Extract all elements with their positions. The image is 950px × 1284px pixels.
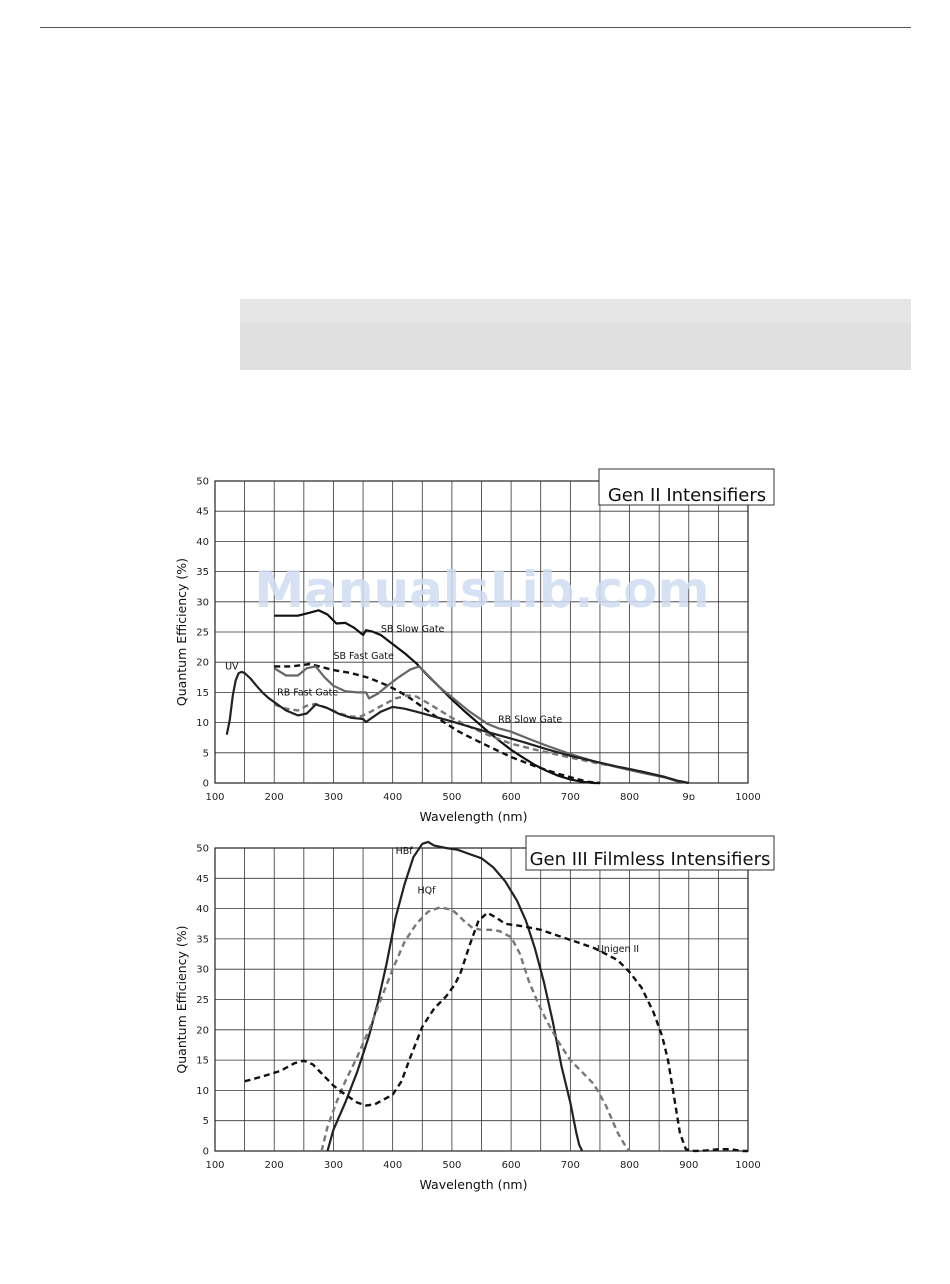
x-tick-label: 200 (264, 792, 284, 803)
y-tick-label: 35 (196, 934, 209, 946)
x-tick-label: 500 (442, 1160, 462, 1171)
x-axis-label: Wavelength (nm) (419, 1177, 528, 1192)
x-tick-label: 600 (501, 1160, 521, 1171)
y-tick-label: 50 (196, 843, 209, 855)
y-tick-label: 40 (196, 536, 209, 548)
series-label: UV (225, 661, 239, 673)
x-tick-label: 300 (323, 792, 343, 803)
series-line-hqf (322, 907, 630, 1151)
y-axis-label: Quantum Efficiency (%) (174, 925, 189, 1074)
y-axis-label: Quantum Efficiency (%) (174, 557, 189, 707)
y-tick-label: 0 (202, 1146, 209, 1158)
x-tick-label: 800 (620, 792, 640, 803)
x-tick-label: 400 (383, 1160, 403, 1171)
series-label: RB Slow Gate (498, 714, 563, 726)
series-label: SB Fast Gate (333, 651, 394, 663)
y-tick-label: 50 (196, 476, 209, 488)
x-tick-label: 1000 (735, 792, 761, 803)
x-tick-label: 700 (560, 792, 580, 803)
y-tick-label: 15 (196, 1055, 209, 1067)
series-label: HBf (395, 846, 413, 858)
y-tick-label: 45 (196, 506, 209, 518)
y-tick-label: 15 (196, 687, 209, 699)
series-label: SB Slow Gate (380, 624, 445, 635)
y-tick-label: 5 (202, 1116, 209, 1128)
gen3-chart (174, 836, 774, 1192)
y-tick-label: 25 (196, 995, 209, 1006)
y-tick-label: 40 (196, 904, 209, 916)
x-tick-label: 300 (323, 1160, 343, 1171)
gen2-chart (174, 469, 774, 824)
x-tick-label: 500 (442, 792, 462, 803)
series-label: RB Fast Gate (277, 687, 339, 699)
y-tick-label: 25 (196, 627, 209, 639)
y-tick-label: 45 (196, 873, 209, 885)
series-label: Unigen II (596, 944, 640, 956)
x-axis-label: Wavelength (nm) (419, 809, 528, 824)
x-tick-label: 800 (620, 1160, 640, 1171)
y-tick-label: 5 (202, 748, 209, 760)
x-tick-label: 1000 (735, 1160, 761, 1171)
x-tick-label: 600 (501, 792, 521, 803)
y-tick-label: 30 (196, 964, 209, 976)
y-tick-label: 35 (196, 567, 209, 579)
series-line-unigen-ii (245, 913, 748, 1151)
y-tick-label: 20 (196, 657, 209, 669)
x-tick-label: 900 (679, 1160, 699, 1171)
x-tick-label: 9ɒ (682, 792, 696, 803)
x-tick-label: 100 (205, 792, 225, 803)
y-tick-label: 10 (196, 718, 209, 730)
x-tick-label: 400 (383, 792, 403, 803)
x-tick-label: 100 (205, 1160, 225, 1171)
x-tick-label: 700 (560, 1160, 580, 1171)
x-tick-label: 200 (264, 1160, 284, 1171)
y-tick-label: 20 (196, 1025, 209, 1037)
y-tick-label: 10 (196, 1085, 209, 1097)
y-tick-label: 0 (202, 778, 209, 790)
watermark: ManualsLib.com (254, 561, 710, 619)
chart-title: Gen III Filmless Intensifiers (529, 849, 771, 870)
y-tick-label: 30 (196, 597, 209, 609)
chart-title: Gen II Intensifiers (607, 485, 767, 506)
series-label: HQf (417, 885, 436, 897)
